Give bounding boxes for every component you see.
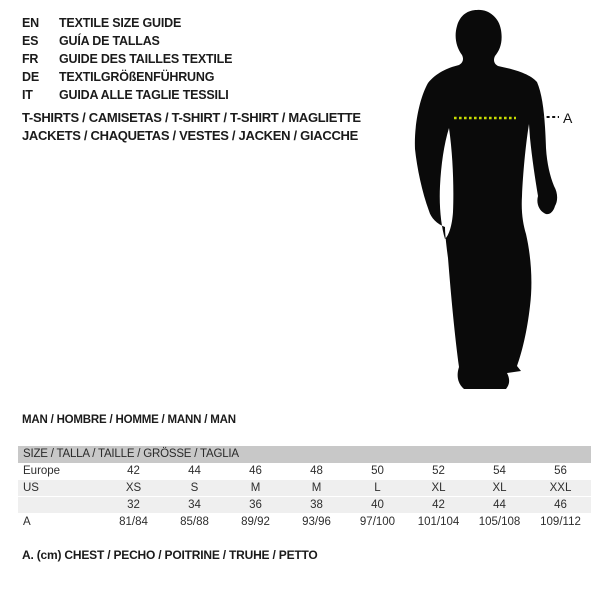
language-row	[22, 32, 232, 50]
language-code: DE	[22, 70, 39, 84]
table-row	[18, 463, 591, 480]
language-row	[22, 14, 232, 32]
table-cell: 54	[493, 465, 506, 477]
table-cell: 44	[188, 465, 201, 477]
table-cell: S	[190, 482, 199, 494]
table-cell: 101/104	[417, 516, 460, 528]
table-cell: 52	[432, 465, 445, 477]
garment-line-jackets: JACKETS / CHAQUETAS / VESTES / JACKEN / GIACCHE	[22, 128, 358, 143]
language-label: GUIDA ALLE TAGLIE TESSILI	[59, 88, 229, 102]
measure-label-a: A	[563, 110, 573, 126]
table-cell: 42	[432, 499, 445, 511]
table-cell: 105/108	[478, 516, 521, 528]
language-label: GUIDE DES TAILLES TEXTILE	[59, 52, 233, 66]
language-code: FR	[22, 52, 39, 66]
table-cell: XS	[125, 482, 142, 494]
table-cell: 56	[554, 465, 567, 477]
table-cell: 109/112	[540, 516, 581, 528]
table-cell: 89/92	[241, 516, 270, 528]
table-cell: 42	[127, 465, 140, 477]
table-cell: 38	[310, 499, 323, 511]
table-cell: 32	[127, 499, 140, 511]
row-label: Europe	[23, 465, 61, 477]
table-cell: 81/84	[119, 516, 148, 528]
garment-line-tshirts: T-SHIRTS / CAMISETAS / T-SHIRT / T-SHIRT / MAGLIETTE	[22, 110, 361, 125]
table-cell: 48	[310, 465, 323, 477]
table-cell: 46	[554, 499, 567, 511]
language-row	[22, 68, 232, 86]
table-cell: M	[250, 482, 261, 494]
table-cell: 85/88	[180, 516, 209, 528]
language-code: IT	[22, 88, 33, 102]
language-code: ES	[22, 34, 39, 48]
table-cell: XXL	[549, 482, 572, 494]
language-label: TEXTILE SIZE GUIDE	[59, 16, 182, 30]
section-title-man: MAN / HOMBRE / HOMME / MANN / MAN	[22, 414, 236, 426]
table-cell: 50	[371, 465, 384, 477]
table-cell: XL	[492, 482, 507, 494]
garment-types	[22, 109, 361, 145]
table-cell: 44	[493, 499, 506, 511]
size-table-body	[18, 463, 591, 531]
table-cell: 97/100	[359, 516, 396, 528]
man-silhouette-shape	[415, 10, 557, 389]
table-row	[18, 514, 591, 531]
table-cell: 36	[249, 499, 262, 511]
size-table	[18, 446, 591, 531]
language-label: GUÍA DE TALLAS	[59, 34, 160, 48]
table-cell: 34	[188, 499, 201, 511]
chest-footnote: A. (cm) CHEST / PECHO / POITRINE / TRUHE / PETTO	[22, 548, 318, 562]
language-list	[22, 14, 232, 104]
table-cell: M	[311, 482, 322, 494]
size-table-header: SIZE / TALLA / TAILLE / GRÖSSE / TAGLIA	[18, 446, 591, 463]
table-cell: L	[374, 482, 381, 494]
language-code: EN	[22, 16, 39, 30]
language-row	[22, 86, 232, 104]
table-row	[18, 480, 591, 497]
table-cell: 40	[371, 499, 384, 511]
language-row	[22, 50, 232, 68]
row-label: A	[23, 516, 31, 528]
row-label	[18, 497, 103, 513]
table-cell: XL	[431, 482, 446, 494]
table-cell: 93/96	[302, 516, 331, 528]
language-label: TEXTILGRÖßENFÜHRUNG	[59, 70, 215, 84]
table-cell: 46	[249, 465, 262, 477]
table-row	[18, 497, 591, 514]
row-label: US	[23, 482, 39, 494]
man-silhouette	[408, 5, 580, 397]
